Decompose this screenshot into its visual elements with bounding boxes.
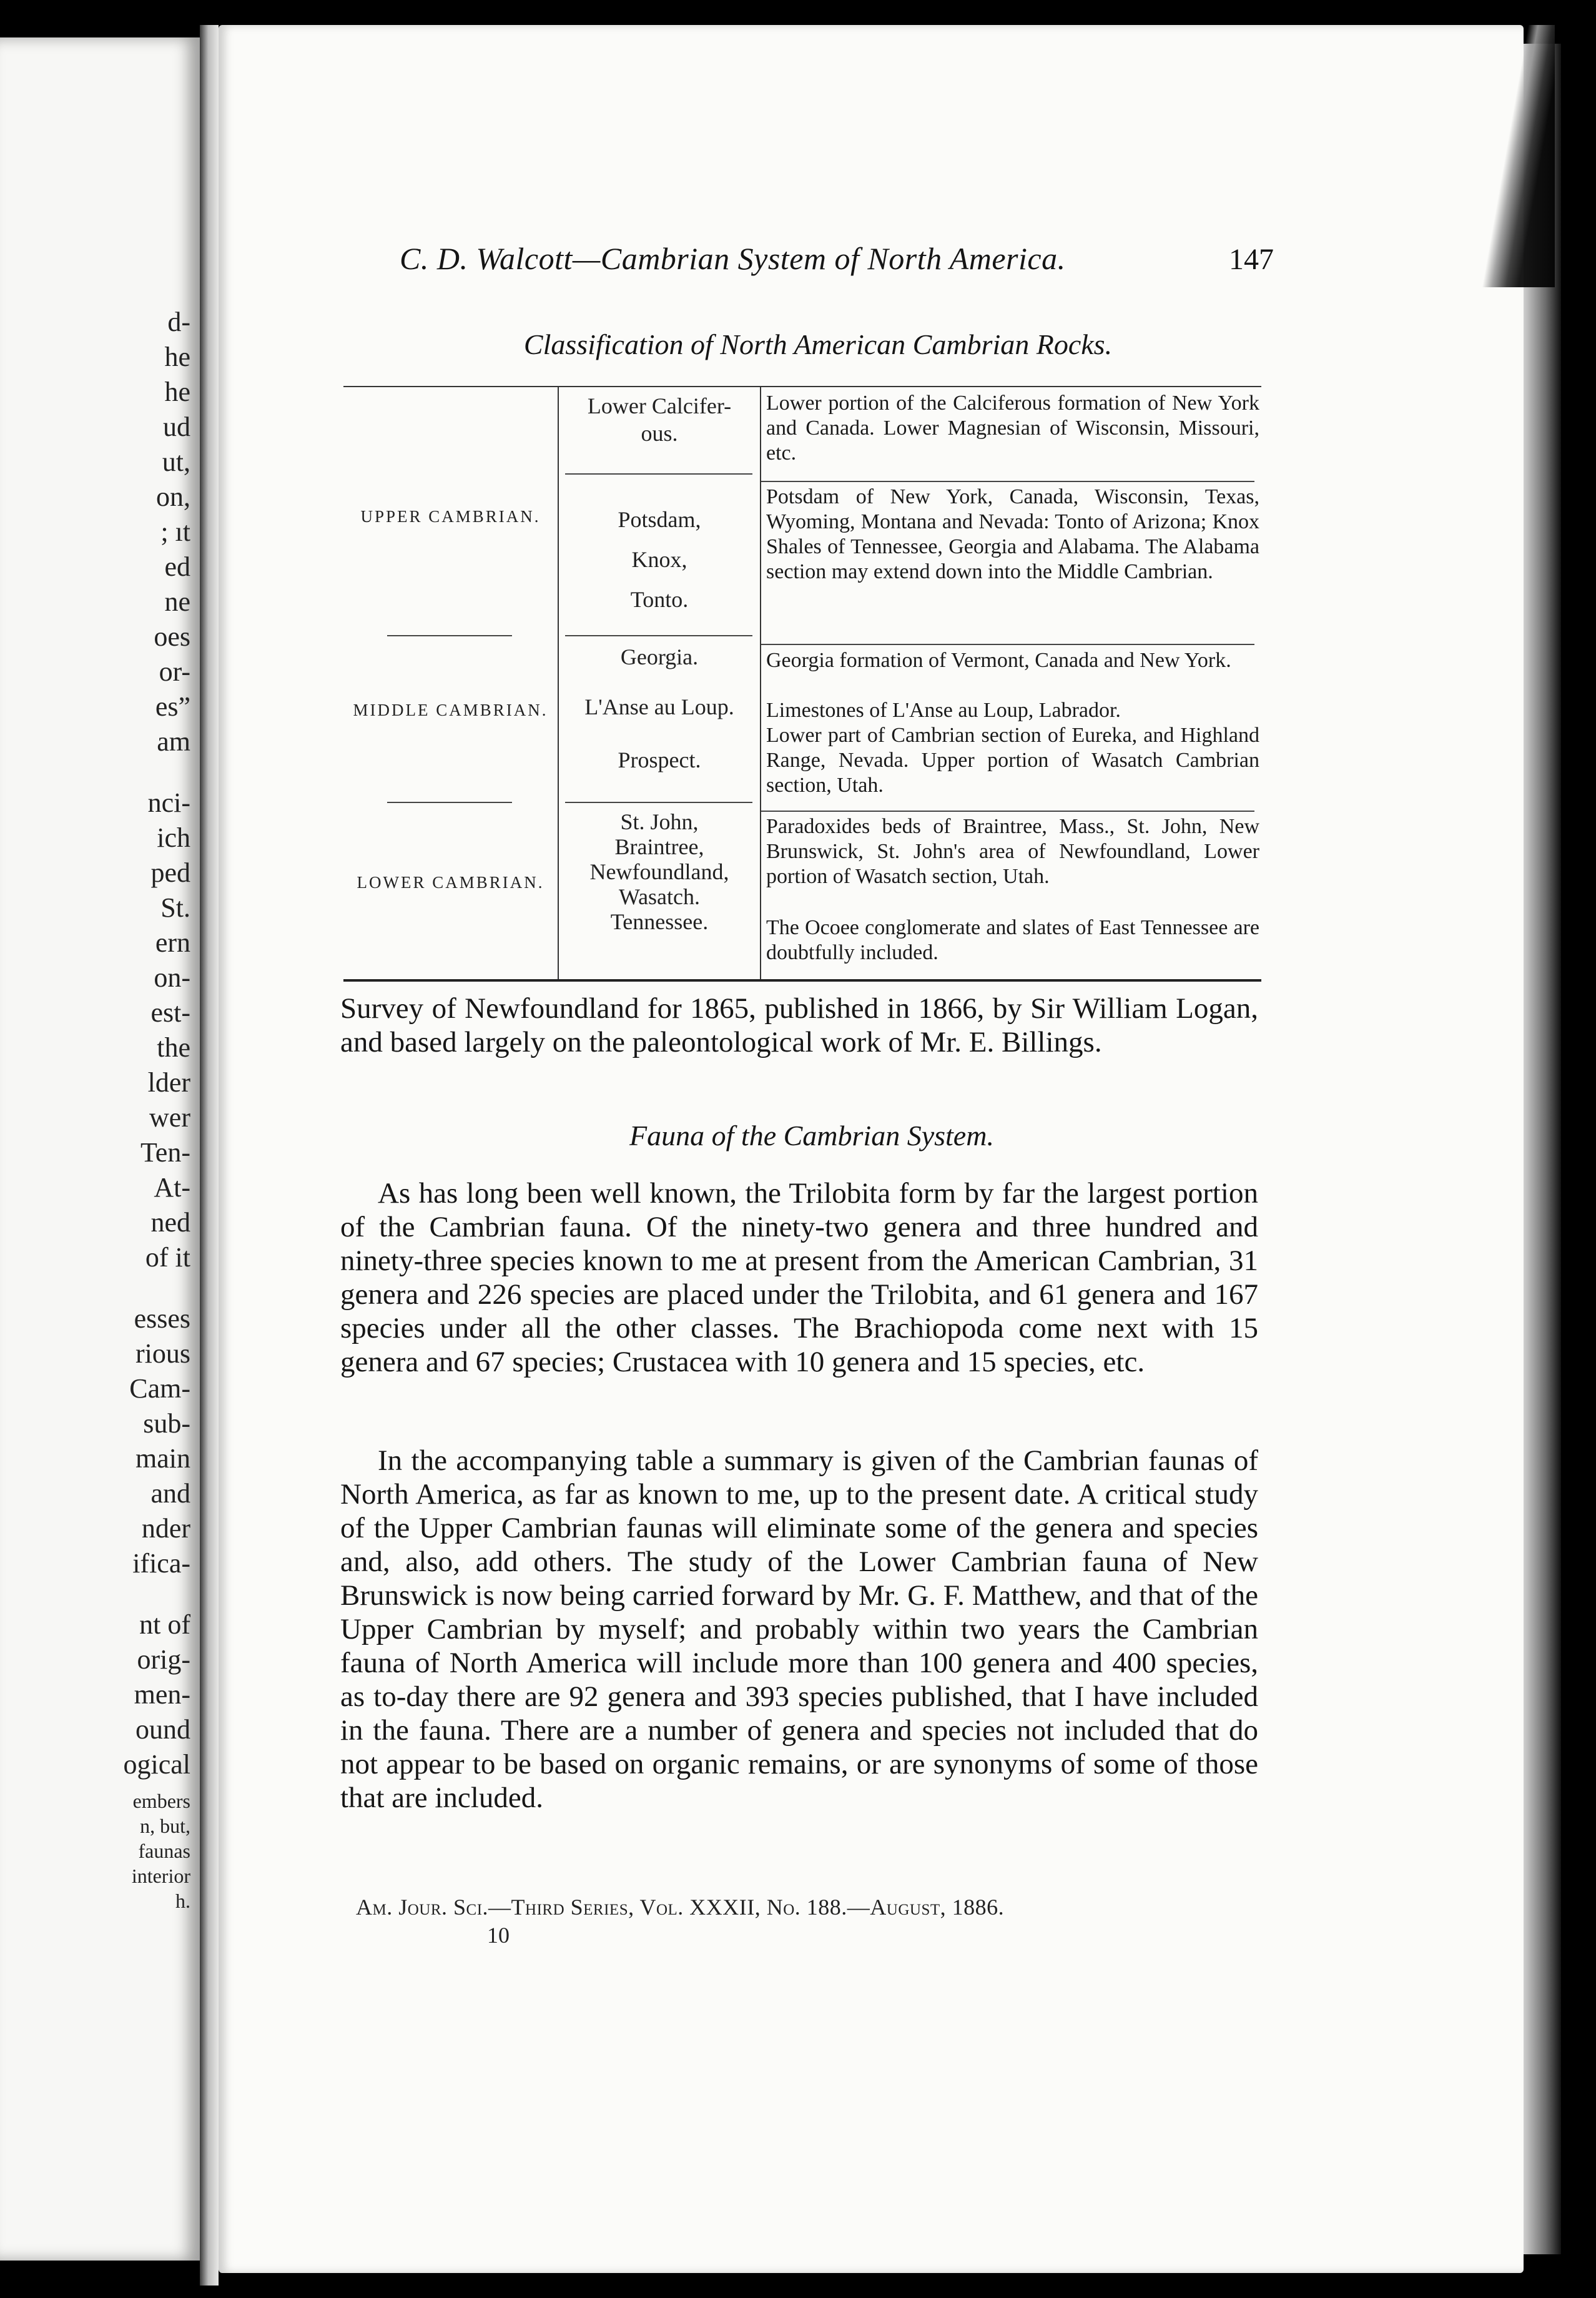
description-ocoee: The Ocoee conglomerate and slates of East Tennessee are doubtfully included.	[766, 916, 1259, 964]
facing-page-fragment: or-	[159, 656, 190, 687]
formation-prospect: Prospect.	[618, 747, 701, 772]
facing-page-fragment: of it	[145, 1242, 190, 1273]
description-column	[761, 387, 1261, 979]
facing-page-fragment: orig-	[137, 1644, 190, 1675]
facing-page-fragment: lder	[147, 1067, 190, 1098]
facing-page-fragment: At-	[154, 1172, 190, 1203]
facing-page-fragment: rious	[135, 1338, 190, 1369]
facing-page-fragment: ; ıt	[160, 516, 190, 547]
facing-page-fragment: es”	[155, 691, 190, 722]
journal-citation: Am. Jour. Sci.—Third Series, Vol. XXXII, No. 188.—August, 1886.	[356, 1895, 1005, 1920]
facing-page-fragment: ound	[135, 1714, 190, 1745]
facing-page-fragment: ud	[163, 412, 190, 442]
facing-page-fragment: he	[164, 377, 190, 407]
facing-page-fragment: sub-	[143, 1408, 190, 1439]
facing-page-fragment: ed	[164, 551, 190, 582]
facing-page-fragment: on-	[154, 962, 190, 993]
facing-page-fragment: ogical	[123, 1749, 190, 1780]
formation-divider	[565, 635, 752, 636]
facing-page-fragment: nci-	[147, 787, 190, 818]
facing-page-fragment: ut,	[162, 446, 190, 477]
facing-page-fragment: Ten-	[140, 1137, 190, 1168]
sheet-number: 10	[487, 1923, 510, 1948]
facing-page-fragment: am	[157, 726, 190, 757]
facing-page-fragment: Cam-	[129, 1373, 190, 1404]
description-divider	[761, 811, 1254, 812]
facing-page-fragment: main	[135, 1443, 190, 1474]
paragraph-summary: In the accompanying table a summary is given of the Cambrian faunas of North America, as far as known to me, up to the present date. A critical study of the Upper Cambrian faunas will eliminate some of the genera and species and, also, add others. The study of the Lower Cambrian fauna of New Brunswick is now being carried forward by Mr. G. F. Matthew, and that of the Upper Cambrian by myself; and probably within two years the Cambrian fauna of North America will include more than 100 genera and 400 species, as to-day there are 92 genera and 393 species published, that I have included in the fauna. There are a number of genera and species not included that do not appear to be based on organic remains, or are synonyms of some of those that are included.	[340, 1444, 1258, 1814]
formation-divider	[565, 473, 752, 475]
description-prospect: Lower part of Cambrian section of Eureka, and Highland Range, Nevada. Upper portion of Wasatch Cambrian section, Utah.	[766, 724, 1259, 797]
facing-page-fragment: nder	[141, 1513, 190, 1544]
running-head	[400, 240, 1274, 290]
facing-page-fragment: ifica-	[132, 1548, 190, 1579]
era-label-lower: LOWER CAMBRIAN.	[357, 873, 544, 892]
description-divider	[761, 644, 1254, 645]
description-paradoxides: Paradoxides beds of Braintree, Mass., St. John, New Brunswick, St. John's area of Newfoundland, Lower portion of Wasatch section, Utah.	[766, 815, 1259, 888]
facing-page-fragment: ned	[150, 1207, 190, 1238]
page-number: 147	[1229, 243, 1274, 276]
facing-page-fragment: wer	[149, 1102, 190, 1133]
formation-georgia: Georgia.	[620, 644, 699, 669]
facing-page-fragment: ped	[150, 857, 190, 888]
facing-page-fragment: esses	[134, 1303, 190, 1334]
formation-column	[559, 387, 761, 979]
page-corner-curl	[1480, 25, 1555, 287]
classification-table	[343, 386, 1261, 982]
facing-page-fragment: and	[150, 1478, 190, 1509]
description-lanse-au-loup: Limestones of L'Anse au Loup, Labrador.	[766, 699, 1121, 722]
facing-page-fragment: ne	[164, 586, 190, 617]
facing-page-fragment: d-	[167, 307, 190, 337]
facing-page-fragment: on,	[156, 481, 190, 512]
facing-page-footnote-fragment: interior	[131, 1865, 190, 1887]
facing-page-fragment: oes	[154, 621, 190, 652]
facing-page-fragment: he	[164, 342, 190, 372]
era-label-middle: MIDDLE CAMBRIAN.	[353, 701, 548, 719]
formation-divider	[565, 802, 752, 803]
formation-lanse-au-loup: L'Anse au Loup.	[584, 694, 734, 719]
facing-page-footnote-fragment: n, but,	[140, 1815, 190, 1837]
page-edge	[1524, 44, 1561, 2254]
description-georgia: Georgia formation of Vermont, Canada and New York.	[766, 649, 1231, 672]
facing-page-fragment: St.	[160, 892, 190, 923]
description-lower-calciferous: Lower portion of the Calciferous formation of New York and Canada. Lower Magnesian of Wisconsin, Missouri, etc.	[766, 392, 1259, 465]
facing-page-fragment: nt of	[139, 1609, 190, 1640]
facing-page-fragment: ern	[155, 927, 190, 958]
description-potsdam: Potsdam of New York, Canada, Wisconsin, Texas, Wyoming, Montana and Nevada: Tonto of Arizona; Knox Shales of Tennessee, Georgia and Alabama. The Alabama section may extend down into the Middle Cambrian.	[766, 485, 1259, 583]
facing-page-footnote-fragment: h.	[175, 1890, 190, 1912]
formation-lower-localities: St. John, Braintree, Newfoundland, Wasatch. Tennessee.	[589, 809, 729, 934]
table-title: Classification of North American Cambrian Rocks.	[523, 328, 1113, 360]
facing-page-footnote-fragment: embers	[132, 1790, 190, 1812]
section-heading: Fauna of the Cambrian System.	[629, 1120, 994, 1151]
facing-page-footnote-fragment: faunas	[138, 1840, 190, 1862]
era-column	[343, 387, 559, 979]
description-divider	[761, 481, 1254, 482]
paragraph-trilobita: As has long been well known, the Trilobita form by far the largest portion of the Cambrian fauna. Of the ninety-two genera and three hundred and ninety-three species known to me at present from the American Cambrian, 31 genera and 226 species are placed under the Trilobita, and 61 genera and 167 species under all the other classes. The Brachiopoda come next with 15 genera and 67 species; Crustacea with 10 genera and 15 species, etc.	[340, 1177, 1258, 1378]
era-label-upper: UPPER CAMBRIAN.	[360, 507, 541, 526]
paragraph-continued: Survey of Newfoundland for 1865, published in 1866, by Sir William Logan, and based largely on the paleontological work of Mr. E. Billings.	[340, 992, 1258, 1058]
facing-page-fragment: the	[157, 1032, 190, 1063]
facing-page-fragment: ich	[157, 822, 190, 853]
formation-lower-calciferous: Lower Calcifer- ous.	[587, 393, 732, 446]
formation-potsdam-knox-tonto: Potsdam, Knox, Tonto.	[618, 507, 701, 612]
book-gutter	[200, 25, 219, 2286]
facing-page-fragment: est-	[150, 997, 190, 1028]
era-divider	[387, 802, 512, 803]
running-head-title: C. D. Walcott—Cambrian System of North America.	[400, 241, 1066, 276]
era-divider	[387, 635, 512, 636]
facing-page-fragment: men-	[134, 1679, 190, 1710]
